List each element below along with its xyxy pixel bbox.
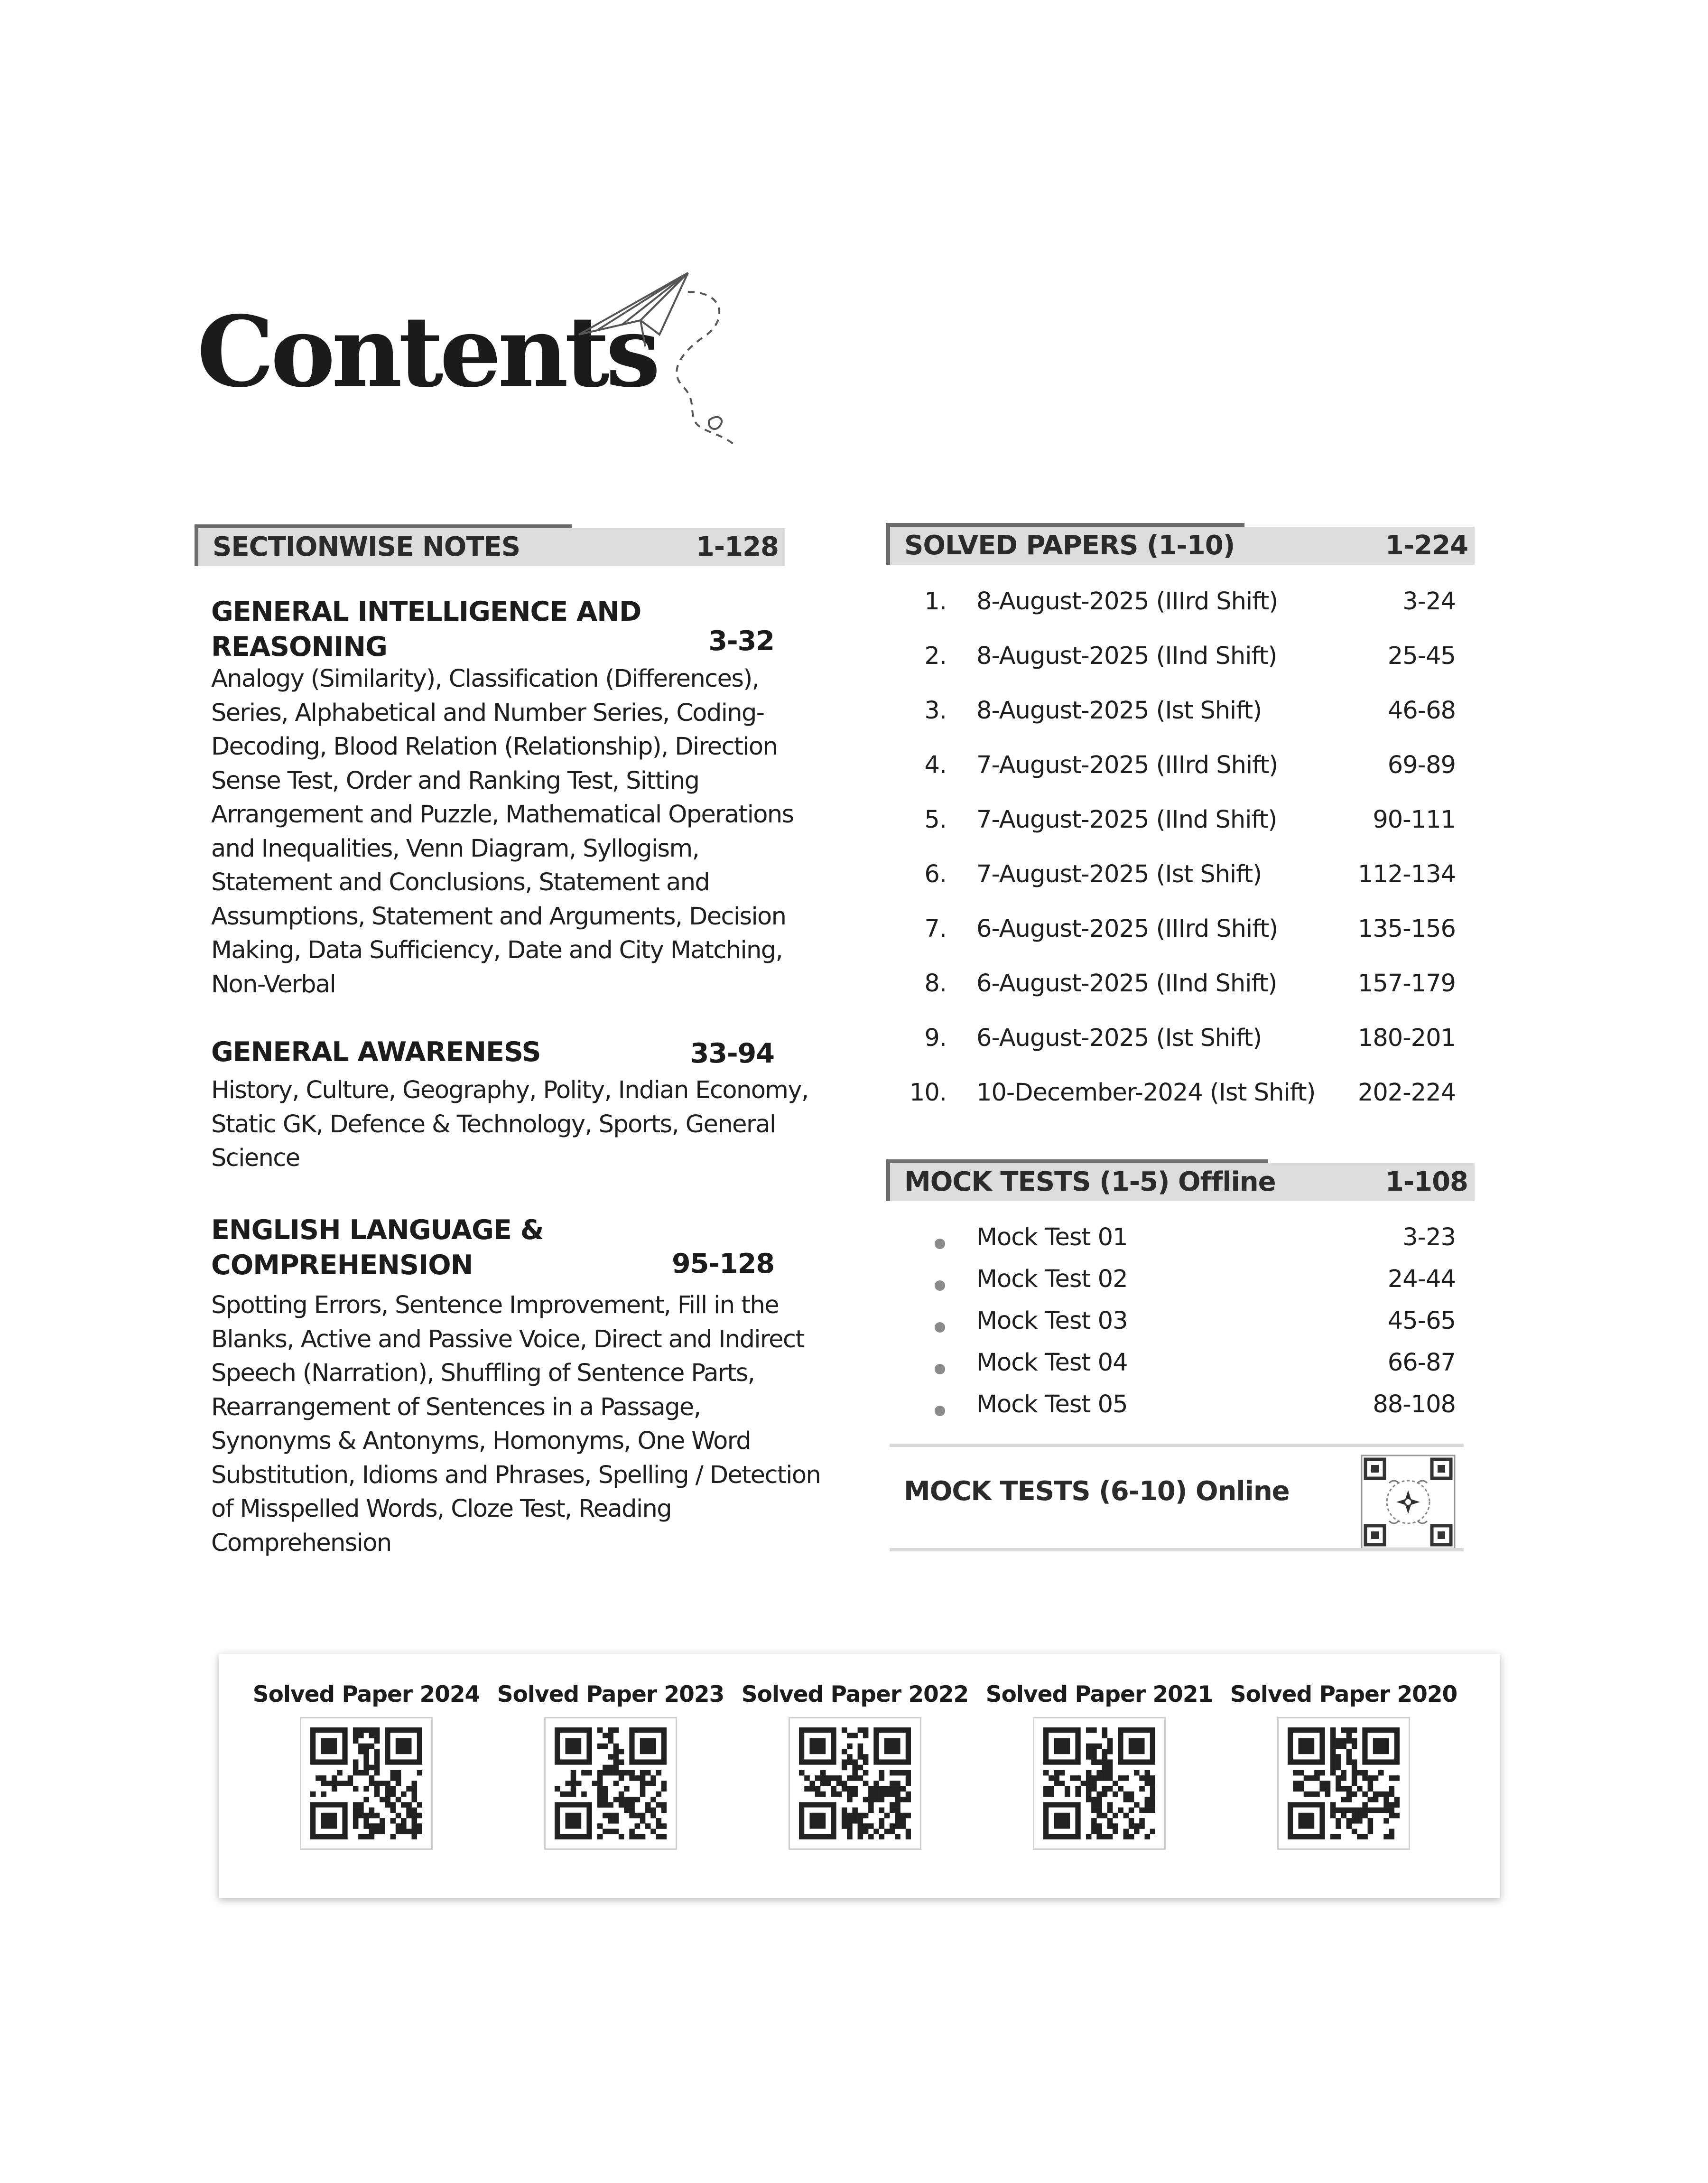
item-label: Mock Test 04: [976, 1349, 1128, 1377]
subsection-description-text: Analogy (Similarity), Classification (Differences), Series, Alphabetical and Number Series, Coding-Decoding, Blood Relation (Relationship), Direction Sense Test, Order and Ranking Test, Sitting Arrangement and Puzzle, Mathematical Operations and Inequalities, Venn Diagram, Syllogism, Statement and Conclusions, Statement and Assumptions, Statement and Arguments, Decision Making, Data Sufficiency, Date and City Matching,: [211, 665, 794, 964]
item-label: Mock Test 03: [976, 1307, 1128, 1335]
item-page-range: 135-156: [1357, 915, 1456, 943]
solved-papers-header: [886, 527, 1475, 565]
item-label: 6-August-2025 (IInd Shift): [976, 970, 1277, 998]
item-label: 8-August-2025 (Ist Shift): [976, 697, 1262, 725]
bullet-icon: [935, 1280, 945, 1291]
qr-card[interactable]: [497, 1681, 724, 1850]
qr-card-label: Solved Paper 2021: [985, 1681, 1213, 1707]
subsection-title-line: ENGLISH LANGUAGE &: [211, 1214, 544, 1246]
qr-card-label: Solved Paper 2023: [497, 1681, 724, 1707]
item-number: 3.: [924, 697, 947, 725]
item-page-range: 157-179: [1357, 970, 1456, 998]
item-label: 8-August-2025 (IInd Shift): [976, 642, 1277, 670]
qr-code-icon[interactable]: [1033, 1717, 1166, 1850]
subsection-description: [211, 1288, 823, 1560]
section-page-range: 1-128: [696, 532, 779, 562]
subsection-title-line: REASONING: [211, 631, 387, 662]
section-title: MOCK TESTS (1-5) Offline: [904, 1166, 1276, 1197]
subsection-title-line: COMPREHENSION: [211, 1250, 473, 1281]
qr-code-icon[interactable]: [789, 1717, 921, 1850]
subsection-description: [211, 662, 823, 1001]
bullet-icon: [935, 1406, 945, 1416]
item-page-range: 69-89: [1387, 751, 1456, 779]
item-page-range: 45-65: [1387, 1307, 1456, 1335]
item-number: 1.: [924, 588, 947, 616]
section-page-range: 1-224: [1385, 530, 1468, 561]
qr-card[interactable]: [985, 1681, 1213, 1850]
item-number: 7.: [924, 915, 947, 943]
section-title: SOLVED PAPERS (1-10): [904, 530, 1235, 561]
item-page-range: 3-24: [1402, 588, 1456, 616]
divider: [890, 1444, 1464, 1447]
qr-code-icon[interactable]: [1361, 1455, 1456, 1549]
item-number: 10.: [909, 1079, 947, 1107]
subsection-title: [211, 1035, 541, 1070]
item-label: Mock Test 01: [976, 1223, 1128, 1251]
item-label: 7-August-2025 (IInd Shift): [976, 806, 1277, 834]
section-title: SECTIONWISE NOTES: [213, 532, 520, 562]
item-label: 8-August-2025 (IIIrd Shift): [976, 588, 1278, 616]
mock-tests-online-title: MOCK TESTS (6-10) Online: [904, 1476, 1290, 1507]
bullet-icon: [935, 1239, 945, 1249]
item-label: 10-December-2024 (Ist Shift): [976, 1079, 1316, 1107]
item-label: 6-August-2025 (IIIrd Shift): [976, 915, 1278, 943]
item-number: 5.: [924, 806, 947, 834]
item-page-range: 66-87: [1387, 1349, 1456, 1377]
item-page-range: 3-23: [1402, 1223, 1456, 1251]
bullet-icon: [935, 1322, 945, 1333]
item-label: 7-August-2025 (Ist Shift): [976, 860, 1262, 888]
item-number: 8.: [924, 970, 947, 998]
qr-card[interactable]: [741, 1681, 969, 1850]
qr-code-icon[interactable]: [544, 1717, 677, 1850]
mock-tests-offline-header: [886, 1163, 1475, 1201]
item-label: 7-August-2025 (IIIrd Shift): [976, 751, 1278, 779]
sectionwise-notes-header: [195, 528, 785, 566]
qr-card-label: Solved Paper 2022: [741, 1681, 969, 1707]
subsection-description-text: Spotting Errors, Sentence Improvement, Fill in the Blanks, Active and Passive Voice, Direct and Indirect Speech (Narration), Shuffling of Sentence Parts, Rearrangement of Sentences in a Passage, Synonyms & Antonyms, Homonyms, One Word Substitution, Idioms and Phrases, Spelling / Detection of Misspelled Words, Cloze Test, Reading Comprehension: [211, 1291, 821, 1557]
paper-plane-icon: [569, 263, 740, 463]
subsection-description-extra: Non-Verbal: [211, 970, 336, 998]
qr-card-label: Solved Paper 2024: [252, 1681, 480, 1707]
solved-papers-qr-panel: [219, 1654, 1500, 1898]
subsection-page-range: 3-32: [708, 625, 774, 657]
item-label: Mock Test 02: [976, 1265, 1128, 1293]
page-title: Contents: [197, 295, 657, 409]
item-label: 6-August-2025 (Ist Shift): [976, 1024, 1262, 1052]
qr-code-icon[interactable]: [300, 1717, 433, 1850]
qr-card[interactable]: [252, 1681, 480, 1850]
divider: [890, 1548, 1464, 1551]
item-number: 4.: [924, 751, 947, 779]
item-page-range: 90-111: [1373, 806, 1456, 834]
subsection-description-text: History, Culture, Geography, Polity, Indian Economy, Static GK, Defence & Technology, Sports, General Science: [211, 1076, 808, 1172]
subsection-title-line: GENERAL INTELLIGENCE AND: [211, 596, 641, 627]
bullet-icon: [935, 1364, 945, 1374]
subsection-title: [211, 1213, 543, 1283]
qr-code-icon[interactable]: [1277, 1717, 1410, 1850]
subsection-title-line: GENERAL AWARENESS: [211, 1036, 541, 1068]
item-page-range: 25-45: [1387, 642, 1456, 670]
item-page-range: 112-134: [1357, 860, 1456, 888]
item-page-range: 202-224: [1357, 1079, 1456, 1107]
qr-card-label: Solved Paper 2020: [1230, 1681, 1457, 1707]
item-page-range: 24-44: [1387, 1265, 1456, 1293]
item-number: 6.: [924, 860, 947, 888]
item-page-range: 46-68: [1387, 697, 1456, 725]
subsection-page-range: 33-94: [690, 1038, 774, 1069]
item-number: 2.: [924, 642, 947, 670]
qr-card[interactable]: [1230, 1681, 1457, 1850]
section-page-range: 1-108: [1385, 1166, 1468, 1197]
item-number: 9.: [924, 1024, 947, 1052]
item-label: Mock Test 05: [976, 1390, 1128, 1418]
item-page-range: 180-201: [1357, 1024, 1456, 1052]
item-page-range: 88-108: [1373, 1390, 1456, 1418]
subsection-description: [211, 1073, 823, 1175]
subsection-page-range: 95-128: [672, 1248, 774, 1279]
subsection-title: [211, 594, 641, 664]
